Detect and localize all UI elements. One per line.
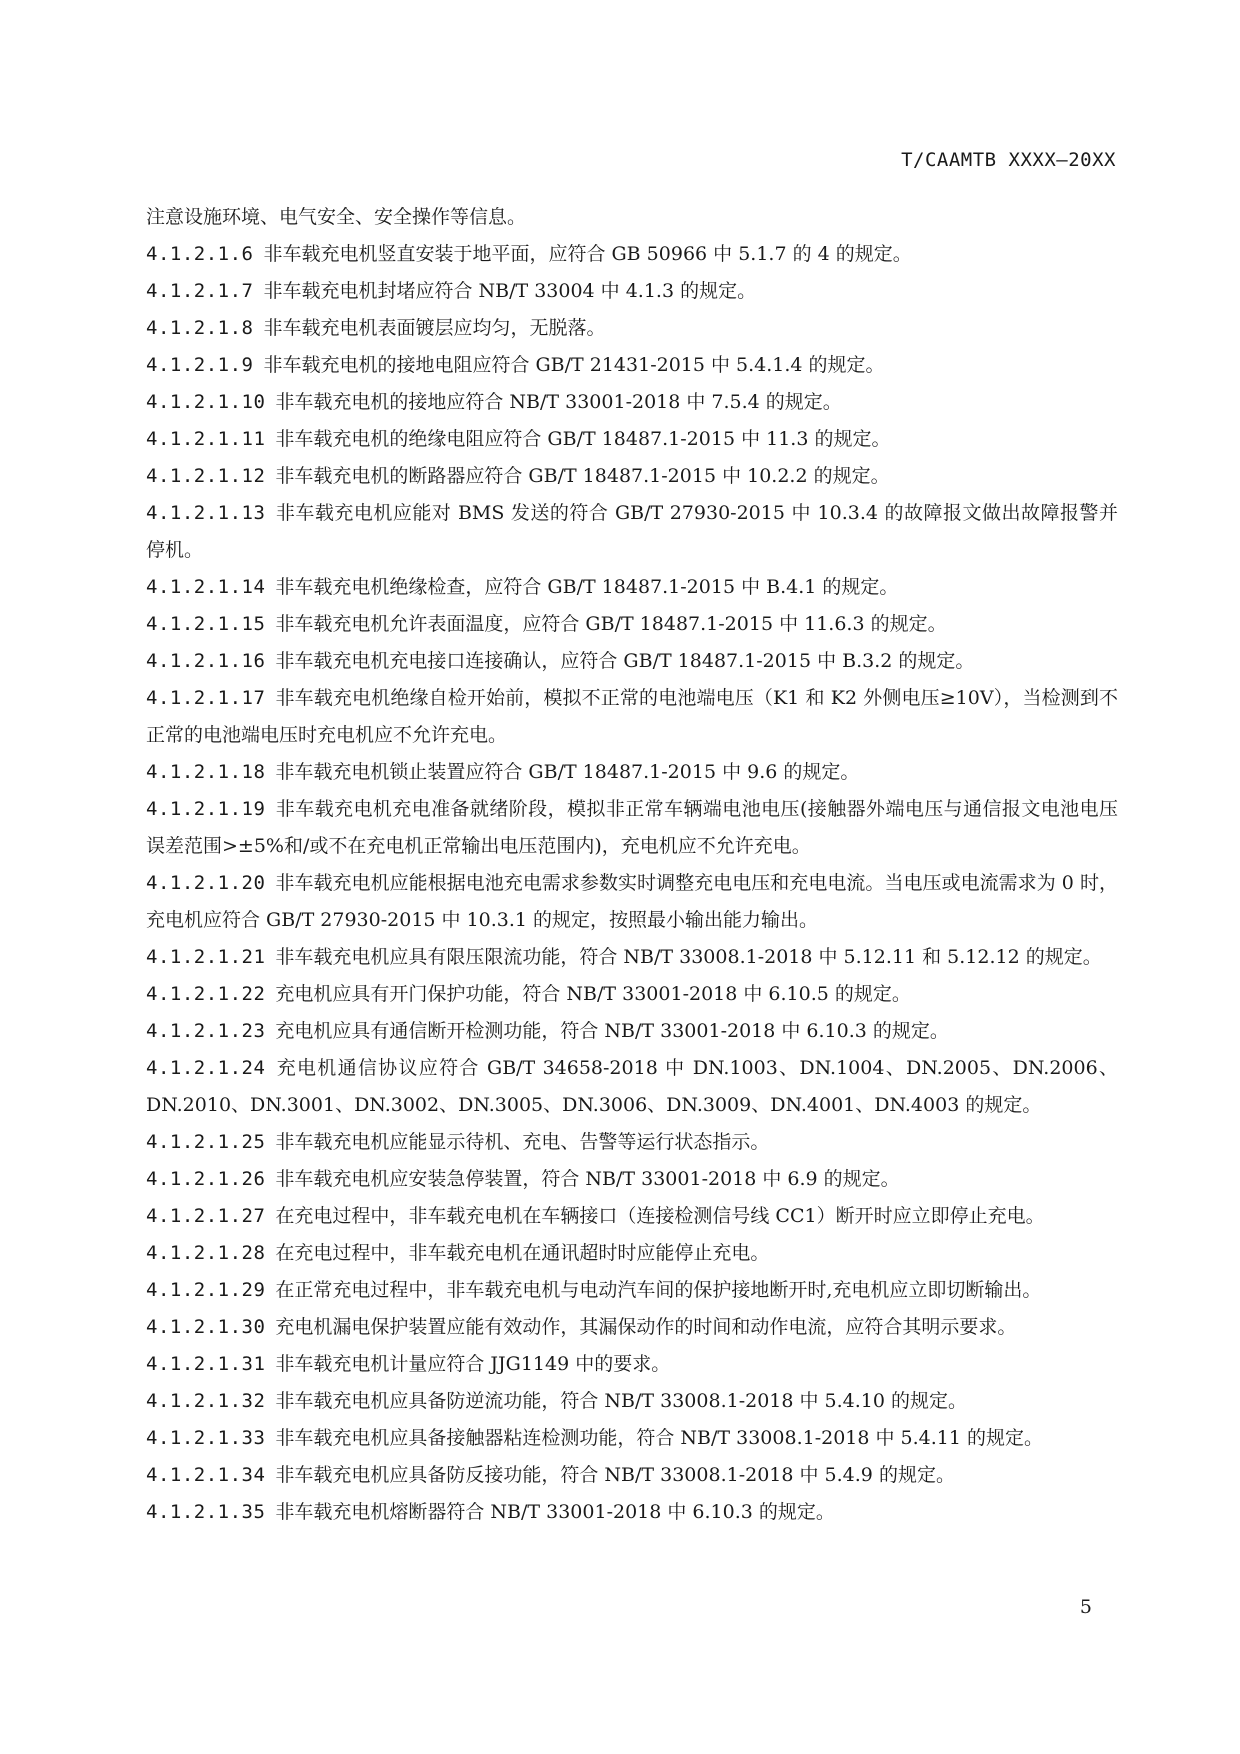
clause-number: 4.1.2.1.18: [146, 761, 266, 783]
clause-paragraph: [146, 865, 1118, 939]
clause-number: 4.1.2.1.26: [146, 1168, 266, 1190]
clause-number: 4.1.2.1.23: [146, 1020, 266, 1042]
clause-paragraph: [146, 1309, 1118, 1346]
clause-number: 4.1.2.1.17: [146, 687, 266, 709]
clause-text: 非车载充电机应具备接触器粘连检测功能，符合 NB/T 33008.1-2018 中 5.4.11 的规定。: [275, 1427, 1044, 1449]
clause-number: 4.1.2.1.22: [146, 983, 266, 1005]
clause-text: 在正常充电过程中，非车载充电机与电动汽车间的保护接地断开时,充电机应立即切断输出。: [275, 1279, 1042, 1301]
clause-number: 4.1.2.1.10: [146, 391, 266, 413]
clause-number: 4.1.2.1.33: [146, 1427, 266, 1449]
clause-number: 4.1.2.1.15: [146, 613, 266, 635]
clause-paragraph: [146, 680, 1118, 754]
clause-number: 4.1.2.1.35: [146, 1501, 266, 1523]
clause-number: 4.1.2.1.29: [146, 1279, 266, 1301]
clause-text: 非车载充电机应能根据电池充电需求参数实时调整充电电压和充电电流。当电压或电流需求为 0 时，充电机应符合 GB/T 27930-2015 中 10.3.1 的规定，按照最小输出能力输出。: [146, 872, 1118, 931]
document-code-header: T/CAAMTB XXXX—20XX: [901, 149, 1116, 171]
clause-text: 非车载充电机表面镀层应均匀，无脱落。: [263, 317, 606, 339]
clause-paragraph: [146, 1013, 1118, 1050]
clause-paragraph: [146, 384, 1118, 421]
clause-paragraph: [146, 458, 1118, 495]
clause-number: 4.1.2.1.8: [146, 317, 254, 339]
clause-paragraph: [146, 1494, 1118, 1531]
clause-paragraph: [146, 1198, 1118, 1235]
clause-number: 4.1.2.1.16: [146, 650, 266, 672]
clause-paragraph: [146, 1531, 1118, 1568]
clause-paragraph: [146, 1272, 1118, 1309]
clause-text: 非车载充电机应安装急停装置，符合 NB/T 33001-2018 中 6.9 的规定。: [275, 1168, 900, 1190]
clause-text: 在充电过程中，非车载充电机在车辆接口（连接检测信号线 CC1）断开时应立即停止充电。: [275, 1205, 1045, 1227]
clause-text: 非车载充电机熔断器符合 NB/T 33001-2018 中 6.10.3 的规定。: [275, 1501, 835, 1523]
clause-text: 注意设施环境、电气安全、安全操作等信息。: [146, 206, 527, 228]
paragraph-continuation: [146, 199, 1118, 236]
clause-number: 4.1.2.1.12: [146, 465, 266, 487]
page-number: 5: [1079, 1596, 1092, 1618]
clause-paragraph: [146, 606, 1118, 643]
clause-paragraph: [146, 1235, 1118, 1272]
clause-paragraph: [146, 976, 1118, 1013]
clause-text: 非车载充电机应具有限压限流功能，符合 NB/T 33008.1-2018 中 5.12.11 和 5.12.12 的规定。: [275, 946, 1102, 968]
clause-text: 充电机应具有通信断开检测功能，符合 NB/T 33001-2018 中 6.10.3 的规定。: [275, 1020, 949, 1042]
clause-text: 非车载充电机充电接口连接确认，应符合 GB/T 18487.1-2015 中 B.3.2 的规定。: [275, 650, 975, 672]
clause-text: 非车载充电机应具备防逆流功能，符合 NB/T 33008.1-2018 中 5.4.10 的规定。: [275, 1390, 968, 1412]
clause-text: 非车载充电机绝缘自检开始前，模拟不正常的电池端电压（K1 和 K2 外侧电压≥10V），当检测到不正常的电池端电压时充电机应不允许充电。: [146, 687, 1118, 746]
clause-number: 4.1.2.1.21: [146, 946, 266, 968]
clause-number: 4.1.2.1.9: [146, 354, 254, 376]
clause-paragraph: [146, 273, 1118, 310]
clause-text: 非车载充电机充电准备就绪阶段，模拟非正常车辆端电池电压(接触器外端电压与通信报文电池电压误差范围>±5%和/或不在充电机正常输出电压范围内)，充电机应不允许充电。: [146, 798, 1118, 857]
clause-number: 4.1.2.1.7: [146, 280, 254, 302]
clause-paragraph: [146, 347, 1118, 384]
clause-number: 4.1.2.1.11: [146, 428, 266, 450]
clause-text: 非车载充电机的绝缘电阻应符合 GB/T 18487.1-2015 中 11.3 的规定。: [275, 428, 891, 450]
clause-paragraph: [146, 1161, 1118, 1198]
clause-paragraph: [146, 939, 1118, 976]
clause-number: 4.1.2.1.31: [146, 1353, 266, 1375]
clause-paragraph: [146, 1050, 1118, 1124]
clause-number: 4.1.2.1.27: [146, 1205, 266, 1227]
clause-number: 4.1.2.1.14: [146, 576, 266, 598]
clause-paragraph: [146, 495, 1118, 569]
clause-text: 非车载充电机的接地电阻应符合 GB/T 21431-2015 中 5.4.1.4 的规定。: [263, 354, 885, 376]
clause-number: 4.1.2.1.6: [146, 243, 254, 265]
clause-number: 4.1.2.1.19: [146, 798, 266, 820]
clause-text: 非车载充电机计量应符合 JJG1149 中的要求。: [275, 1353, 671, 1375]
clause-paragraph: [146, 569, 1118, 606]
clause-text: 非车载充电机允许表面温度，应符合 GB/T 18487.1-2015 中 11.6.3 的规定。: [275, 613, 947, 635]
document-body: [146, 199, 1118, 1568]
clause-paragraph: [146, 1457, 1118, 1494]
clause-paragraph: [146, 791, 1118, 865]
clause-text: 非车载充电机应能对 BMS 发送的符合 GB/T 27930-2015 中 10.3.4 的故障报文做出故障报警并停机。: [146, 502, 1118, 561]
clause-paragraph: [146, 754, 1118, 791]
clause-number: 4.1.2.1.13: [146, 502, 266, 524]
clause-text: 充电机漏电保护装置应能有效动作，其漏保动作的时间和动作电流，应符合其明示要求。: [275, 1316, 1017, 1338]
clause-text: 非车载充电机绝缘检查，应符合 GB/T 18487.1-2015 中 B.4.1 的规定。: [275, 576, 899, 598]
clause-text: 非车载充电机封堵应符合 NB/T 33004 中 4.1.3 的规定。: [263, 280, 757, 302]
clause-text: 非车载充电机应能显示待机、充电、告警等运行状态指示。: [275, 1131, 770, 1153]
clause-text: 充电机应具有开门保护功能，符合 NB/T 33001-2018 中 6.10.5 的规定。: [275, 983, 911, 1005]
clause-number: 4.1.2.1.28: [146, 1242, 266, 1264]
clause-paragraph: [146, 1124, 1118, 1161]
clause-paragraph: [146, 1346, 1118, 1383]
clause-text: 非车载充电机应具备防反接功能，符合 NB/T 33008.1-2018 中 5.4.9 的规定。: [275, 1464, 955, 1486]
clause-text: 非车载充电机的接地应符合 NB/T 33001-2018 中 7.5.4 的规定。: [275, 391, 842, 413]
clause-text: 非车载充电机锁止装置应符合 GB/T 18487.1-2015 中 9.6 的规定。: [275, 761, 860, 783]
clause-number: 4.1.2.1.24: [146, 1057, 266, 1079]
clause-number: 4.1.2.1.20: [146, 872, 266, 894]
clause-number: 4.1.2.1.32: [146, 1390, 266, 1412]
clause-paragraph: [146, 236, 1118, 273]
clause-number: 4.1.2.1.25: [146, 1131, 266, 1153]
clause-text: 非车载充电机的断路器应符合 GB/T 18487.1-2015 中 10.2.2 的规定。: [275, 465, 890, 487]
clause-paragraph: [146, 421, 1118, 458]
clause-number: 4.1.2.1.34: [146, 1464, 266, 1486]
clause-paragraph: [146, 1383, 1118, 1420]
clause-text: 非车载充电机竖直安装于地平面，应符合 GB 50966 中 5.1.7 的 4 的规定。: [263, 243, 912, 265]
clause-text: 充电机通信协议应符合 GB/T 34658-2018 中 DN.1003、DN.1004、DN.2005、DN.2006、DN.2010、DN.3001、DN.3002、DN.3005、DN.3006、DN.3009、DN.4001、DN.4003 的规定。: [146, 1057, 1118, 1116]
clause-text: 在充电过程中，非车载充电机在通讯超时时应能停止充电。: [275, 1242, 770, 1264]
clause-paragraph: [146, 310, 1118, 347]
clause-number: 4.1.2.1.30: [146, 1316, 266, 1338]
clause-paragraph: [146, 643, 1118, 680]
clause-paragraph: [146, 1420, 1118, 1457]
